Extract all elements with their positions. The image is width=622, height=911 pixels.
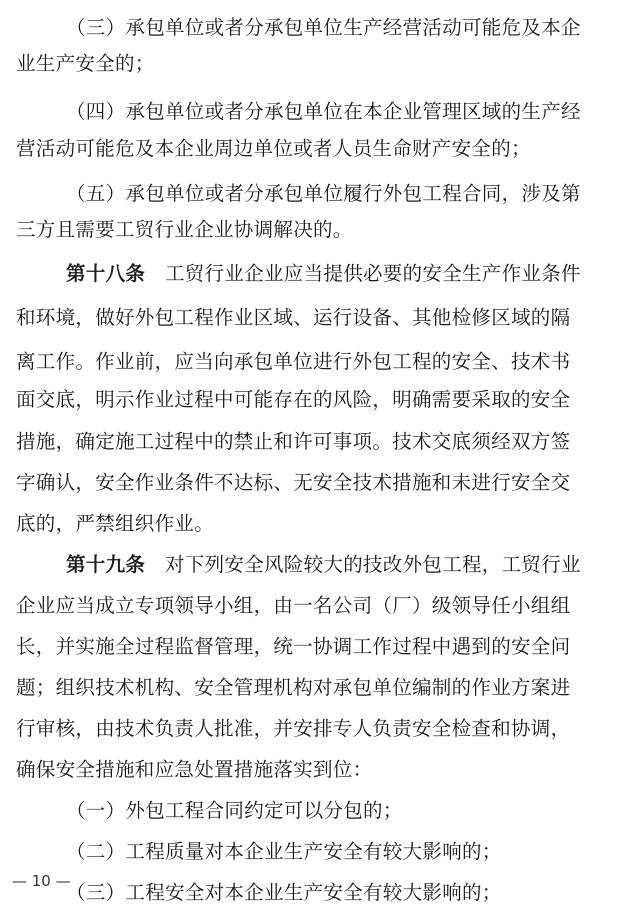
text-line: 底的，严禁组织作业。 <box>16 512 215 535</box>
text-line: 题；组织技术机构、安全管理机构对承包单位编制的作业方案进 <box>16 676 571 699</box>
text-line: 三方且需要工贸行业企业协调解决的。 <box>16 218 353 241</box>
text-line: （三）承包单位或者分承包单位生产经营活动可能危及本企 <box>66 16 581 39</box>
article-heading: 第十八条 <box>66 262 146 285</box>
text-line: 确保安全措施和应急处置措施落实到位： <box>16 758 373 781</box>
text-line: 和环境，做好外包工程作业区域、运行设备、其他检修区域的隔 <box>16 306 571 329</box>
text-line: 行审核，由技术负责人批准，并安排专人负责安全检查和协调， <box>16 717 571 740</box>
list-item: （一）外包工程合同约定可以分包的； <box>66 799 403 822</box>
text-line: 离工作。作业前，应当向承包单位进行外包工程的安全、技术书 <box>16 350 571 373</box>
text-line: 面交底，明示作业过程中可能存在的风险，明确需要采取的安全 <box>16 388 571 411</box>
text-line: 业生产安全的； <box>16 52 155 75</box>
text-line: 长，并实施全过程监督管理，统一协调工作过程中遇到的安全问 <box>16 635 571 658</box>
text-line: 字确认，安全作业条件不达标、无安全技术措施和未进行安全交 <box>16 471 571 494</box>
article-18-first-line: 第十八条 工贸行业企业应当提供必要的安全生产作业条件 <box>66 262 581 285</box>
text-line: 措施，确定施工过程中的禁止和许可事项。技术交底须经双方签 <box>16 430 571 453</box>
text-line: 营活动可能危及本企业周边单位或者人员生命财产安全的； <box>16 137 531 160</box>
article-heading: 第十九条 <box>66 553 146 576</box>
text-line: 企业应当成立专项领导小组，由一名公司（厂）级领导任小组组 <box>16 594 571 617</box>
list-item: （三）工程安全对本企业生产安全有较大影响的； <box>66 881 502 904</box>
page-number: — 10 — <box>12 872 71 890</box>
text-line: （四）承包单位或者分承包单位在本企业管理区域的生产经 <box>66 100 581 123</box>
list-item: （二）工程质量对本企业生产安全有较大影响的； <box>66 840 502 863</box>
article-19-first-line: 第十九条 对下列安全风险较大的技改外包工程，工贸行业 <box>66 553 581 576</box>
text-line: （五）承包单位或者分承包单位履行外包工程合同，涉及第 <box>66 182 581 205</box>
